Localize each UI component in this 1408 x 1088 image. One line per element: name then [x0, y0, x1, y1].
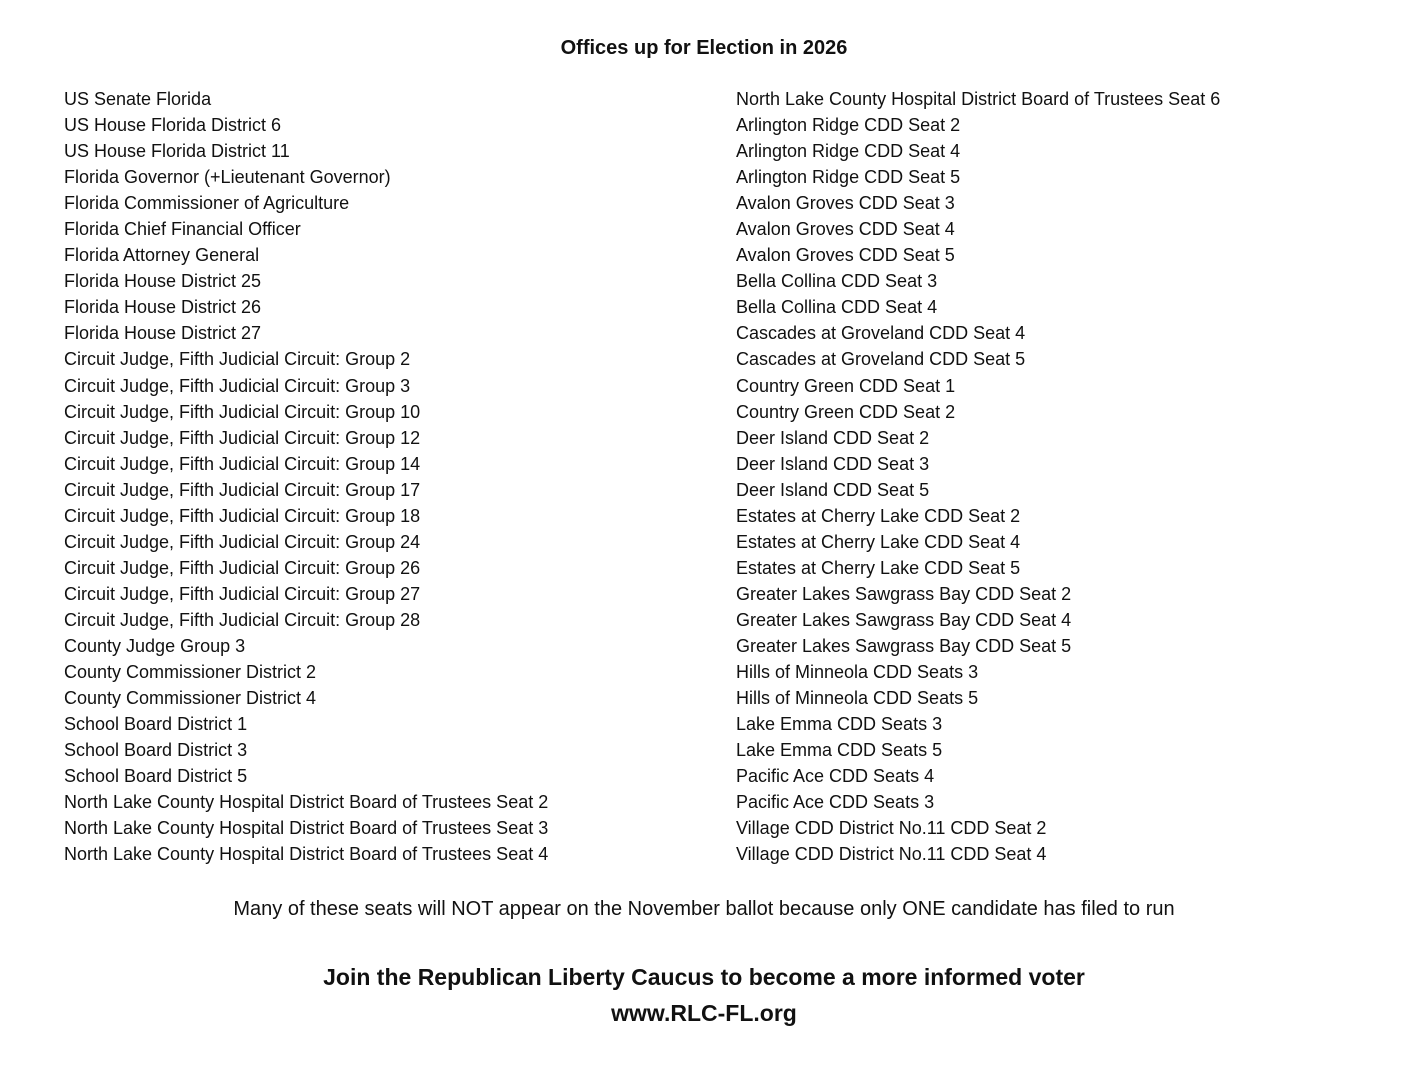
office-item: Avalon Groves CDD Seat 4 [736, 219, 955, 240]
office-item: School Board District 1 [64, 714, 248, 735]
office-item: Cascades at Groveland CDD Seat 5 [736, 349, 1026, 370]
call-to-action: Join the Republican Liberty Caucus to become a more informed voter [323, 964, 1085, 990]
office-item: County Commissioner District 4 [64, 688, 317, 709]
offices-list-left [64, 86, 548, 867]
office-item: Circuit Judge, Fifth Judicial Circuit: Group 3 [64, 375, 411, 396]
office-item: Village CDD District No.11 CDD Seat 4 [736, 844, 1047, 865]
office-item: Greater Lakes Sawgrass Bay CDD Seat 2 [736, 583, 1072, 604]
office-item: County Commissioner District 2 [64, 662, 317, 683]
office-item: Deer Island CDD Seat 5 [736, 479, 930, 500]
office-item: Estates at Cherry Lake CDD Seat 4 [736, 531, 1021, 552]
office-item: Village CDD District No.11 CDD Seat 2 [736, 818, 1047, 839]
office-item: Arlington Ridge CDD Seat 2 [736, 115, 961, 136]
offices-list-right [736, 86, 1220, 867]
office-item: Florida Attorney General [64, 245, 260, 266]
office-item: Circuit Judge, Fifth Judicial Circuit: Group 2 [64, 349, 411, 370]
office-item: Circuit Judge, Fifth Judicial Circuit: Group 28 [64, 609, 421, 630]
office-item: Greater Lakes Sawgrass Bay CDD Seat 4 [736, 609, 1072, 630]
office-item: School Board District 3 [64, 740, 248, 761]
office-item: Circuit Judge, Fifth Judicial Circuit: Group 27 [64, 583, 421, 604]
office-item: North Lake County Hospital District Board of Trustees Seat 2 [64, 792, 549, 813]
office-item: Lake Emma CDD Seats 3 [736, 714, 943, 735]
office-item: County Judge Group 3 [64, 635, 246, 656]
office-item: Circuit Judge, Fifth Judicial Circuit: Group 18 [64, 505, 421, 526]
office-item: Country Green CDD Seat 2 [736, 401, 956, 422]
office-item: US House Florida District 11 [64, 141, 290, 162]
office-item: Deer Island CDD Seat 3 [736, 453, 930, 474]
office-item: Hills of Minneola CDD Seats 3 [736, 662, 979, 683]
office-item: Circuit Judge, Fifth Judicial Circuit: Group 10 [64, 401, 421, 422]
office-item: Greater Lakes Sawgrass Bay CDD Seat 5 [736, 635, 1072, 656]
office-item: Circuit Judge, Fifth Judicial Circuit: Group 24 [64, 531, 421, 552]
office-item: North Lake County Hospital District Board of Trustees Seat 4 [64, 844, 549, 865]
office-item: Cascades at Groveland CDD Seat 4 [736, 323, 1026, 344]
office-item: Florida Governor (+Lieutenant Governor) [64, 167, 391, 188]
office-item: Avalon Groves CDD Seat 5 [736, 245, 955, 266]
office-item: US House Florida District 6 [64, 115, 282, 136]
office-item: Circuit Judge, Fifth Judicial Circuit: Group 12 [64, 427, 421, 448]
office-item: Florida Commissioner of Agriculture [64, 193, 350, 214]
office-item: North Lake County Hospital District Board of Trustees Seat 3 [64, 818, 549, 839]
office-item: Circuit Judge, Fifth Judicial Circuit: Group 14 [64, 453, 421, 474]
office-item: Arlington Ridge CDD Seat 4 [736, 141, 961, 162]
office-item: Circuit Judge, Fifth Judicial Circuit: Group 26 [64, 557, 421, 578]
office-item: Circuit Judge, Fifth Judicial Circuit: Group 17 [64, 479, 421, 500]
office-item: Estates at Cherry Lake CDD Seat 5 [736, 557, 1021, 578]
office-item: Bella Collina CDD Seat 4 [736, 297, 938, 318]
office-item: US Senate Florida [64, 89, 212, 109]
office-item: Estates at Cherry Lake CDD Seat 2 [736, 505, 1021, 526]
office-item: Arlington Ridge CDD Seat 5 [736, 167, 961, 188]
office-item: Country Green CDD Seat 1 [736, 375, 956, 396]
office-item: Florida House District 26 [64, 297, 262, 318]
office-item: Pacific Ace CDD Seats 3 [736, 792, 935, 813]
office-item: Hills of Minneola CDD Seats 5 [736, 688, 979, 709]
website-url: www.RLC-FL.org [611, 1000, 797, 1026]
office-item: Florida House District 27 [64, 323, 262, 344]
ballot-note: Many of these seats will NOT appear on the November ballot because only ONE candidate has filed to run [233, 898, 1175, 920]
office-item: Lake Emma CDD Seats 5 [736, 740, 943, 761]
office-item: Deer Island CDD Seat 2 [736, 427, 930, 448]
office-item: Pacific Ace CDD Seats 4 [736, 766, 935, 787]
office-item: North Lake County Hospital District Board of Trustees Seat 6 [736, 89, 1221, 109]
office-item: Florida House District 25 [64, 271, 262, 292]
office-item: Avalon Groves CDD Seat 3 [736, 193, 955, 214]
office-item: School Board District 5 [64, 766, 248, 787]
office-item: Bella Collina CDD Seat 3 [736, 271, 938, 292]
page-title: Offices up for Election in 2026 [560, 37, 848, 59]
office-item: Florida Chief Financial Officer [64, 219, 301, 240]
